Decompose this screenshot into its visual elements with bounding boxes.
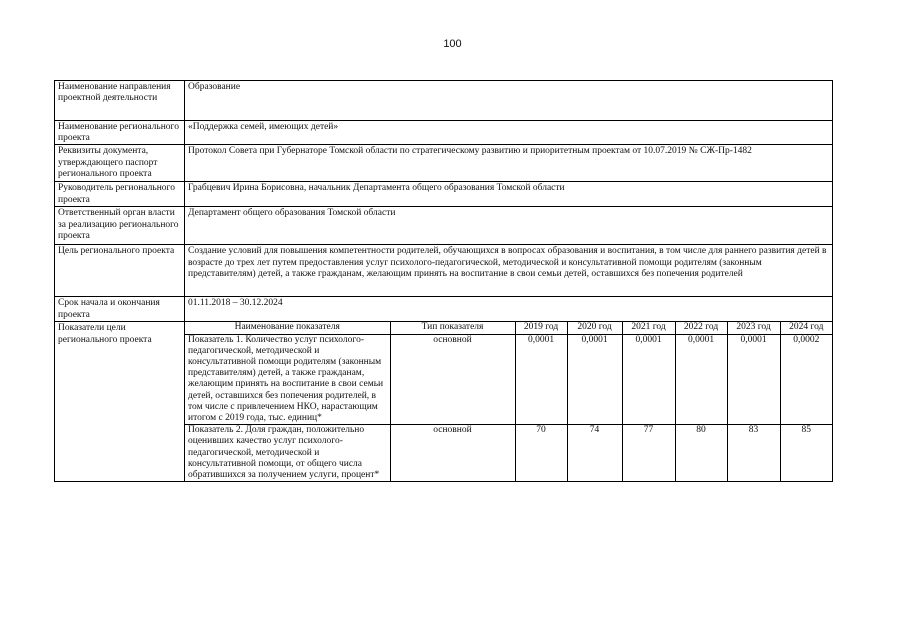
indicators-header-row (185, 322, 832, 334)
indicators-table (185, 322, 832, 481)
row-goal (55, 245, 833, 297)
indicator-1-value-2024: 0,0002 (780, 334, 832, 425)
row-document (55, 145, 833, 182)
value-direction: Образование (185, 81, 833, 121)
value-authority: Департамент общего образования Томской области (185, 207, 833, 245)
label-project-name: Наименование регионального проекта (55, 121, 185, 145)
label-manager: Руководитель регионального проекта (55, 182, 185, 207)
indicator-1-value-2019: 0,0001 (515, 334, 567, 425)
indicator-1-value-2022: 0,0001 (675, 334, 727, 425)
value-term: 01.11.2018 – 30.12.2024 (185, 297, 833, 322)
header-year-2021: 2021 год (622, 322, 675, 334)
header-year-2023: 2023 год (727, 322, 780, 334)
indicator-2-value-2022: 80 (675, 425, 727, 482)
value-document: Протокол Совета при Губернаторе Томской области по стратегическому развитию и приоритетным проектам от 10.07.2019 № СЖ-Пр-1482 (185, 145, 833, 182)
header-indicator-name: Наименование показателя (185, 322, 390, 334)
indicator-row-2 (185, 425, 832, 482)
indicator-2-value-2020: 74 (567, 425, 622, 482)
header-year-2020: 2020 год (567, 322, 622, 334)
value-project-name: «Поддержка семей, имеющих детей» (185, 121, 833, 145)
label-indicators: Показатели цели регионального проекта (55, 322, 185, 482)
header-indicator-type: Тип показателя (390, 322, 515, 334)
value-manager: Грабцевич Ирина Борисовна, начальник Департамента общего образования Томской области (185, 182, 833, 207)
indicator-1-value-2021: 0,0001 (622, 334, 675, 425)
label-authority: Ответственный орган власти за реализацию регионального проекта (55, 207, 185, 245)
row-indicators (55, 322, 833, 482)
label-document: Реквизиты документа, утверждающего паспорт регионального проекта (55, 145, 185, 182)
row-authority (55, 207, 833, 245)
indicator-2-value-2019: 70 (515, 425, 567, 482)
indicator-2-value-2024: 85 (780, 425, 832, 482)
label-term: Срок начала и окончания проекта (55, 297, 185, 322)
indicator-1-value-2020: 0,0001 (567, 334, 622, 425)
row-direction (55, 81, 833, 121)
indicator-1-name: Показатель 1. Количество услуг психолого-педагогической, методической и консультативной помощи родителям (законным представителям) детей, а также гражданам, желающим принять на воспитание в свои семьи детей, оставшихся без попечения родителей, в том числе с привлечением НКО, нарастающим итогом с 2019 года, тыс. единиц* (185, 334, 390, 425)
indicator-2-value-2023: 83 (727, 425, 780, 482)
indicator-2-name: Показатель 2. Доля граждан, положительно оценивших качество услуг психолого-педагогической, методической и консультативной помощи, от общего числа обратившихся за получением услуги, процент* (185, 425, 390, 482)
indicator-1-type: основной (390, 334, 515, 425)
row-project-name (55, 121, 833, 145)
header-year-2019: 2019 год (515, 322, 567, 334)
project-passport-table (54, 80, 833, 482)
indicator-1-value-2023: 0,0001 (727, 334, 780, 425)
row-manager (55, 182, 833, 207)
value-goal: Создание условий для повышения компетентности родителей, обучающихся в вопросах образования и воспитания, в том числе для раннего развития детей в возрасте до трех лет путем предоставления услуг психолого-педагогической, методической и консультативной помощи родителям (законным представителям) детей, а также гражданам, желающим принять на воспитание в свои семьи детей, оставшихся без попечения родителей (185, 245, 833, 297)
indicator-row-1 (185, 334, 832, 425)
label-goal: Цель регионального проекта (55, 245, 185, 297)
indicator-2-type: основной (390, 425, 515, 482)
label-direction: Наименование направления проектной деятельности (55, 81, 185, 121)
header-year-2024: 2024 год (780, 322, 832, 334)
indicators-cell (185, 322, 833, 482)
row-term (55, 297, 833, 322)
page-number: 100 (443, 38, 462, 50)
indicator-2-value-2021: 77 (622, 425, 675, 482)
header-year-2022: 2022 год (675, 322, 727, 334)
